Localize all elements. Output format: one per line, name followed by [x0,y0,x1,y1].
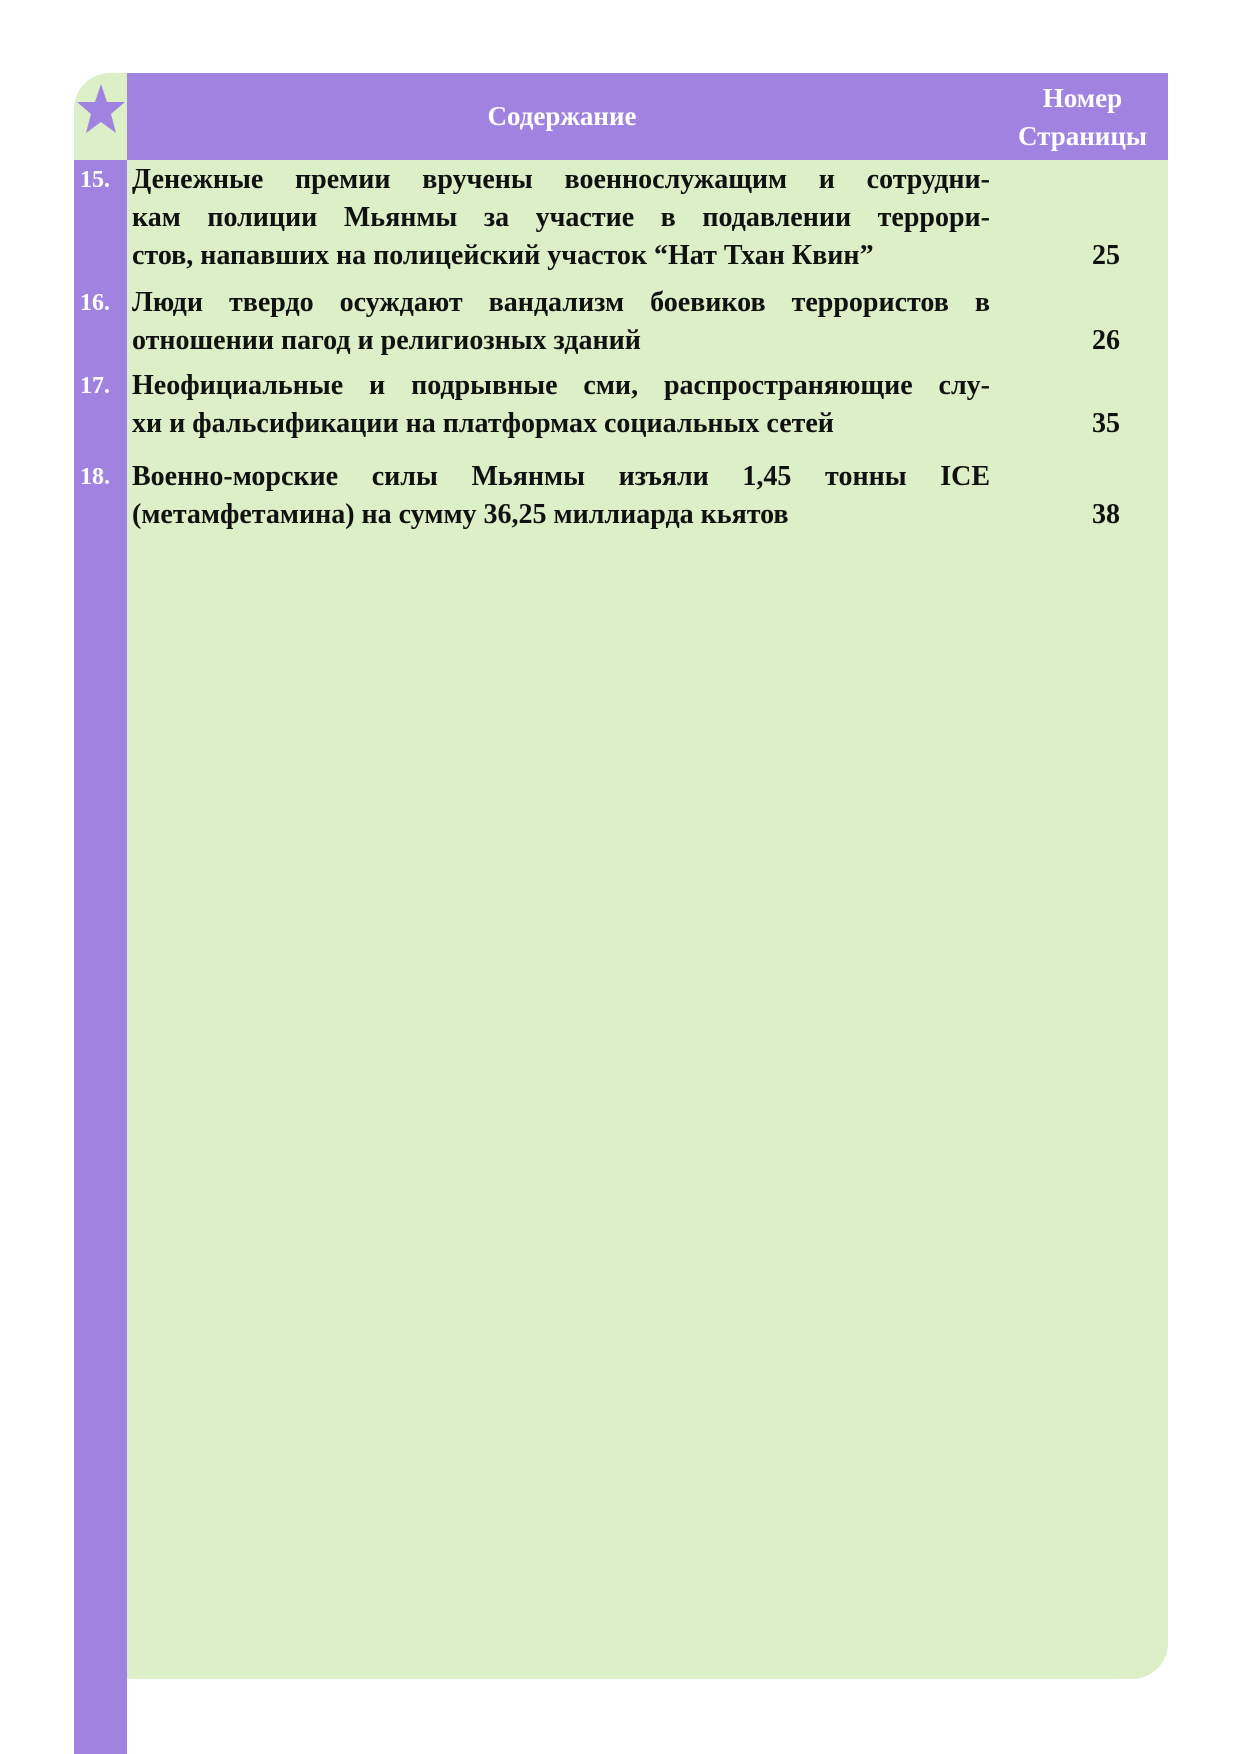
entry-title [132,458,990,534]
entry-title-line: стов, напавших на полицейский участок “Нат Тхан Квин” [132,240,874,271]
entry-title-line: Денежные премии вручены военнослужащим и сотрудни- [132,164,990,195]
entry-title [132,367,990,443]
entry-title-line: Военно-морские силы Мьянмы изъяли 1,45 тонны ICE [132,461,990,492]
page-number-column-header [997,73,1168,160]
entry-title-line: хи и фальсификации на платформах социальных сетей [132,408,834,439]
entry-title [132,161,990,275]
entry-title-line: Неофициальные и подрывные сми, распространяющие слу- [132,370,990,401]
entry-number: 15. [80,167,110,193]
entry-page-number: 38 [1092,499,1120,530]
entry-number: 16. [80,290,110,316]
entry-page-number: 26 [1092,325,1120,356]
entry-title-line: кам полиции Мьянмы за участие в подавлении террори- [132,202,990,233]
entry-page-number: 25 [1092,240,1120,271]
entry-number: 17. [80,373,110,399]
page-label-line2: Страницы [1017,120,1147,151]
entry-title-line: Люди твердо осуждают вандализм боевиков террористов в [132,287,990,318]
page-label-line1: Номер [1042,82,1123,113]
entry-title-line: отношении пагод и религиозных зданий [132,325,641,356]
toc-title: Содержание [487,101,637,131]
entry-page-number: 35 [1092,408,1120,439]
star-icon [76,80,126,138]
entry-title-line: (метамфетамина) на сумму 36,25 миллиарда кьятов [132,499,789,530]
entry-number: 18. [80,464,110,490]
entry-title [132,284,990,360]
